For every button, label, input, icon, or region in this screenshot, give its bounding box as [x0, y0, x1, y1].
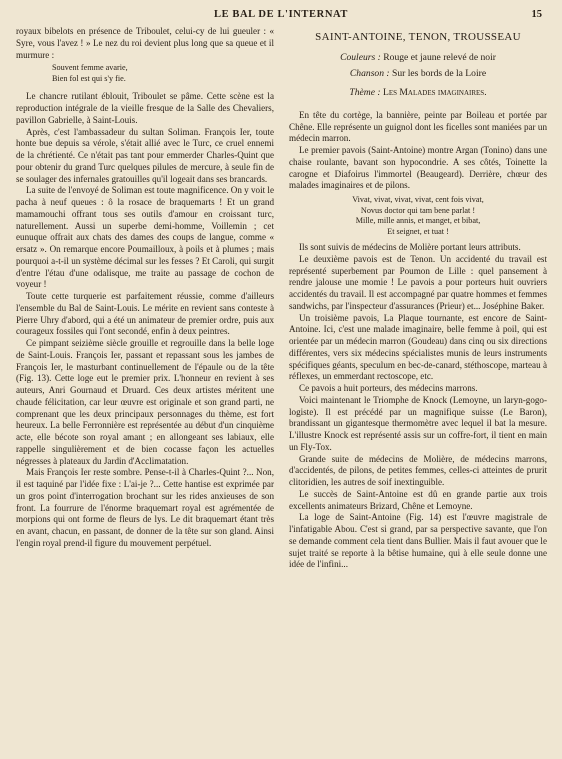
- colors-value: Rouge et jaune relevé de noir: [383, 51, 496, 63]
- paragraph: En tête du cortège, la bannière, peinte par Boileau et portée par Chêne. Elle représente un guignol dont les ficelles sont maniées par un médecin marron.: [289, 109, 547, 144]
- paragraph: Le chancre rutilant éblouit, Triboulet se pâme. Cette scène est la reproduction intégrale de la vieille fresque de la Salle des Chevaliers, pavillon Gabrielle, à Saint-Louis.: [16, 91, 274, 125]
- paragraph: Mais François Ier reste sombre. Pense-t-il à Charles-Quint ?... Non, il est taquiné par l'idée fixe : L'ai-je ?... Cette hantise est exprimée par un gros point d'interrogation brochant sur les rides anxieuses de son front. La fourrure de l'énorme braquemart royal est agrémentée de morpions qui ont forme de fleurs de lys. Le dit braquemart étant très en avant, chacun, en passant, de donner de la tête sur son gland. Ainsi l'engin royal prend-il figure du mouvement perpétuel.: [16, 467, 274, 548]
- paragraph: Grande suite de médecins de Molière, de médecins marrons, d'accidentés, de pilons, de petites femmes, celles-ci atteintes de prurit clitoridien, les autres de soif inextinguible.: [289, 453, 547, 487]
- section-title: SAINT-ANTOINE, TENON, TROUSSEAU: [315, 31, 521, 43]
- paragraph: Le premier pavois (Saint-Antoine) montre Argan (Tonino) dans une chaise roulante, bavant son hypocondrie. A ses côtés, Toinette la carogne et Diafoirus l'immortel (Beaugeard). Derrière, chœur des malades imaginaires et de pilons.: [289, 145, 547, 191]
- running-title: LE BAL DE L'INTERNAT: [213, 9, 349, 20]
- paragraph: La loge de Saint-Antoine (Fig. 14) est l'œuvre magistrale de l'infatigable Abou. C'est si grand, par sa perspective savante, que l'on se demande comment cela tient dans Bullier. Mais il faut avouer que le sujet traité se reporte à la bêtise humaine, qui à elle seule donne une idée de l'infini...: [289, 512, 547, 570]
- paragraph: Toute cette turquerie est parfaitement réussie, comme d'ailleurs l'ensemble du Bal de Saint-Louis. Le mérite en revient sans conteste à Pierre Uhry d'abord, qui a été un animateur de premier ordre, puis aux courageux fossiles qui l'ont secondé, enfin à deux peintres.: [16, 291, 274, 337]
- theme-value: Les Malades imaginaires.: [382, 86, 487, 98]
- page-header: [0, 9, 562, 23]
- verse-line: Mille, mille annis, et manget, et bibat,: [355, 216, 481, 225]
- verse: [289, 195, 547, 237]
- paragraph: Le deuxième pavois est de Tenon. Un accidenté du travail est représenté superbement par Poumon de Lille : quel pansement à rendre jalouse une momie ! Le pavois a pour porteurs huit ouvriers accidentés du travail. Il est accompagné par quatre hommes et femmes sandwichs, par l'inspecteur d'assurances (Prieur) et... Joséphine Baker.: [289, 253, 547, 311]
- verse: [52, 63, 274, 84]
- paragraph: Ils sont suivis de médecins de Molière portant leurs attributs.: [299, 242, 521, 252]
- paragraph: Ce pimpant seizième siècle grouille et regrouille dans la belle loge de Saint-Louis. François Ier, passant et repassant sous les jambes de François Ier, le masturbant continuellement de l'épaule ou de la tête (Fig. 13). Cette loge eut le premier prix. L'honneur en revient à ses auteurs, Anri Gournaud et Druard. Ces deux artistes méritent une chaude félicitation, car leur œuvre est originale et son grand parti, ne comprenant que les deux principaux personnages du thème, est fort heureux. La belle Ferronnière est représentée au début d'un cinquième acte, elle bécote son royal amant ; en allongeant ses labiaux, elle rappelle singulièrement et de bien cocasse façon les actuelles négresses à plateaux du Jardin d'Acclimatation.: [16, 338, 274, 466]
- verse-line: Souvent femme avarie,: [52, 63, 128, 73]
- paragraph: royaux bibelots en présence de Triboulet, celui-cy de lui gueuler : « Syre, vous l'avez ! » Le nez du roi devient plus long que sa queue et il murmure :: [16, 26, 274, 60]
- theme-label: Thème :: [349, 86, 381, 98]
- paragraph: Un troisième pavois, La Plaque tournante, est encore de Saint-Antoine. Ici, c'est une malade imaginaire, belle femme à poil, qui est orientée par un médecin marron (Goudeau) dans cinq ou six directions différentes, vers six médecins spécialistes munis de leurs instruments spécifiques géants, speculum en bec-de-canard, stéthoscope, marteau à réflexes, un emmerdant rectoscope, etc.: [289, 312, 547, 382]
- song-value: Sur les bords de la Loire: [392, 67, 487, 79]
- paragraph: Ce pavois a huit porteurs, des médecins marrons.: [299, 383, 478, 393]
- left-column: [16, 26, 274, 550]
- song-line: [289, 67, 547, 81]
- paragraph: Après, c'est l'ambassadeur du sultan Soliman. François Ier, toute honte bue depuis sa vérole, s'était allié avec le Turc, ce cruel ennemi de la chrétienté. Ce n'était pas tant pour emmerder Charles-Quint que pour obtenir du grand Turc quelques pilules de mercure, à seule fin de se soulager des infernales gratouilles qu'il logeait dans ses brancards.: [16, 126, 274, 184]
- colors-line: [289, 51, 547, 65]
- verse-line: Bien fol est qui s'y fie.: [52, 73, 126, 83]
- paragraph: Le succès de Saint-Antoine est dû en grande partie aux trois excellents animateurs Brizard, Chêne et Lemoyne.: [289, 488, 547, 511]
- right-column: [289, 26, 547, 571]
- verse-line: Vivat, vivat, vivat, vivat, cent fois vivat,: [352, 195, 484, 204]
- theme-line: [289, 86, 547, 100]
- song-label: Chanson :: [349, 67, 390, 79]
- verse-line: Novus doctor qui tam bene parlat !: [360, 205, 476, 215]
- colors-label: Couleurs :: [340, 51, 381, 63]
- paragraph: La suite de l'envoyé de Soliman est toute magnificence. On y voit le pacha à neuf queues : ô la rosace de braquemarts ! Et un grand mamamouchi offrant tous ses outils d'amour en croissant turc, naturellement. Aussi un superbe demi-homme, Voillemin ; cet eunuque offrait aux chats des dames des coups de langue, comme « ersatz ». On remarque encore Poumailloux, à poils et à plumes ; mais pourquoi a-t-il un système décimal sur les fesses ? Et Caroli, qui surgit d'entre l'étau d'une odalisque, me traite au passage de cochon de voyeur !: [16, 185, 274, 290]
- verse-line: Et seignet, et tuat !: [387, 226, 449, 236]
- page-number: 15: [531, 9, 542, 20]
- paragraph: Voici maintenant le Triomphe de Knock (Lemoyne, un laryn-gogo-logiste). Il est précédé par un magnifique suisse (Le Baron), brandissant un gigantesque thermomètre avec lequel il bat la mesure. L'illustre Knock est représenté assis sur un coffre-fort, il tient en main un Fly-Tox.: [289, 394, 547, 452]
